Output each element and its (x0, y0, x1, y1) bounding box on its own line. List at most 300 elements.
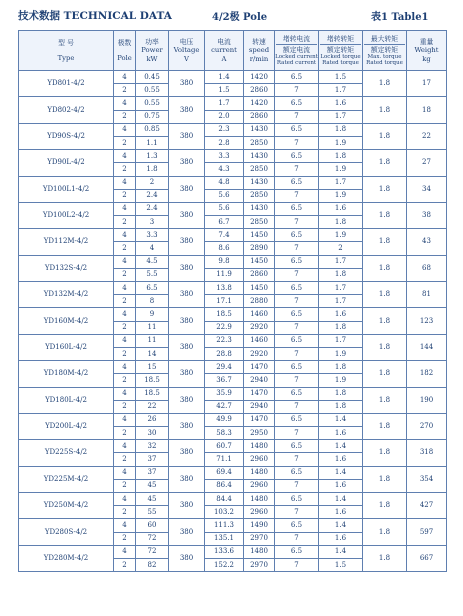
cell-power: 0.55 (136, 84, 169, 97)
cell-locked-torque: 2 (319, 242, 363, 255)
cell-pole: 2 (114, 189, 136, 202)
cell-current: 58.3 (205, 427, 244, 440)
cell-speed: 1490 (244, 519, 275, 532)
table-body (19, 71, 447, 572)
cell-locked-torque: 1.5 (319, 71, 363, 84)
cell-locked-torque: 1.8 (319, 361, 363, 374)
cell-current: 13.8 (205, 282, 244, 295)
cell-pole: 4 (114, 413, 136, 426)
cell-current: 3.3 (205, 150, 244, 163)
cell-pole: 2 (114, 479, 136, 492)
cell-locked-torque: 1.8 (319, 268, 363, 281)
cell-locked-torque: 1.8 (319, 123, 363, 136)
cell-voltage: 380 (169, 97, 205, 123)
cell-max-torque: 1.8 (363, 308, 407, 334)
cell-speed: 1460 (244, 308, 275, 321)
cell-power: 30 (136, 427, 169, 440)
cell-voltage: 380 (169, 229, 205, 255)
cell-pole: 4 (114, 150, 136, 163)
cell-voltage: 380 (169, 440, 205, 466)
cell-current: 4.3 (205, 163, 244, 176)
cell-weight: 190 (407, 387, 447, 413)
cell-speed: 2920 (244, 321, 275, 334)
cell-locked-current: 6.5 (275, 282, 319, 295)
cell-voltage: 380 (169, 466, 205, 492)
cell-locked-torque: 1.9 (319, 229, 363, 242)
cell-power: 11 (136, 334, 169, 347)
cell-locked-current: 7 (275, 453, 319, 466)
cell-locked-current: 6.5 (275, 440, 319, 453)
cell-pole: 2 (114, 295, 136, 308)
cell-power: 9 (136, 308, 169, 321)
cell-locked-torque: 1.4 (319, 493, 363, 506)
cell-speed: 1470 (244, 361, 275, 374)
cell-type: YD90L-4/2 (19, 150, 114, 176)
cell-max-torque: 1.8 (363, 361, 407, 387)
cell-current: 42.7 (205, 400, 244, 413)
cell-locked-current: 7 (275, 374, 319, 387)
cell-locked-current: 7 (275, 268, 319, 281)
cell-pole: 2 (114, 216, 136, 229)
cell-type: YD180L-4/2 (19, 387, 114, 413)
table-row (19, 519, 447, 532)
cell-weight: 597 (407, 519, 447, 545)
cell-voltage: 380 (169, 282, 205, 308)
cell-power: 3 (136, 216, 169, 229)
cell-locked-torque: 1.5 (319, 558, 363, 571)
cell-power: 82 (136, 558, 169, 571)
cell-current: 28.8 (205, 347, 244, 360)
col-header-locked-torque: 堵转转矩 额定转矩 Locked torque Rated torque (319, 31, 363, 71)
cell-speed: 1430 (244, 202, 275, 215)
cell-pole: 4 (114, 229, 136, 242)
cell-voltage: 380 (169, 202, 205, 228)
cell-speed: 2890 (244, 242, 275, 255)
cell-current: 1.5 (205, 84, 244, 97)
cell-power: 0.75 (136, 110, 169, 123)
cell-pole: 4 (114, 282, 136, 295)
cell-speed: 1450 (244, 255, 275, 268)
cell-power: 72 (136, 532, 169, 545)
cell-current: 1.7 (205, 97, 244, 110)
technical-data-table (18, 30, 447, 572)
cell-current: 60.7 (205, 440, 244, 453)
cell-current: 1.4 (205, 71, 244, 84)
table-row (19, 97, 447, 110)
cell-locked-torque: 1.6 (319, 97, 363, 110)
cell-voltage: 380 (169, 71, 205, 97)
cell-current: 2.8 (205, 136, 244, 149)
cell-type: YD160L-4/2 (19, 334, 114, 360)
cell-weight: 22 (407, 123, 447, 149)
cell-locked-torque: 1.7 (319, 110, 363, 123)
cell-max-torque: 1.8 (363, 123, 407, 149)
cell-weight: 38 (407, 202, 447, 228)
cell-pole: 2 (114, 136, 136, 149)
cell-locked-torque: 1.7 (319, 334, 363, 347)
cell-locked-current: 7 (275, 189, 319, 202)
cell-locked-torque: 1.6 (319, 506, 363, 519)
table-row (19, 334, 447, 347)
cell-pole: 4 (114, 334, 136, 347)
cell-speed: 1420 (244, 97, 275, 110)
cell-locked-torque: 1.4 (319, 519, 363, 532)
cell-power: 15 (136, 361, 169, 374)
cell-power: 1.3 (136, 150, 169, 163)
cell-max-torque: 1.8 (363, 255, 407, 281)
cell-current: 103.2 (205, 506, 244, 519)
cell-speed: 1420 (244, 71, 275, 84)
cell-weight: 68 (407, 255, 447, 281)
cell-locked-torque: 1.6 (319, 453, 363, 466)
cell-locked-current: 7 (275, 347, 319, 360)
cell-type: YD225S-4/2 (19, 440, 114, 466)
cell-type: YD801-4/2 (19, 71, 114, 97)
cell-power: 18.5 (136, 374, 169, 387)
cell-pole: 2 (114, 110, 136, 123)
cell-type: YD132M-4/2 (19, 282, 114, 308)
table-row (19, 123, 447, 136)
table-row (19, 202, 447, 215)
cell-locked-current: 7 (275, 400, 319, 413)
cell-locked-torque: 1.7 (319, 255, 363, 268)
cell-locked-current: 6.5 (275, 123, 319, 136)
cell-locked-torque: 1.9 (319, 189, 363, 202)
cell-pole: 4 (114, 123, 136, 136)
cell-locked-torque: 1.4 (319, 413, 363, 426)
cell-pole: 2 (114, 506, 136, 519)
cell-max-torque: 1.8 (363, 545, 407, 571)
cell-current: 5.6 (205, 189, 244, 202)
cell-pole: 4 (114, 308, 136, 321)
cell-pole: 4 (114, 202, 136, 215)
cell-locked-current: 6.5 (275, 334, 319, 347)
table-row (19, 150, 447, 163)
cell-current: 2.0 (205, 110, 244, 123)
cell-pole: 2 (114, 427, 136, 440)
cell-locked-torque: 1.7 (319, 295, 363, 308)
col-header-speed: 转速 speed r/min (244, 31, 275, 71)
cell-current: 133.6 (205, 545, 244, 558)
table-row (19, 493, 447, 506)
cell-max-torque: 1.8 (363, 519, 407, 545)
cell-locked-current: 6.5 (275, 466, 319, 479)
cell-locked-torque: 1.6 (319, 532, 363, 545)
cell-locked-current: 6.5 (275, 308, 319, 321)
cell-locked-current: 7 (275, 506, 319, 519)
cell-locked-current: 7 (275, 321, 319, 334)
cell-locked-torque: 1.9 (319, 136, 363, 149)
cell-power: 2 (136, 176, 169, 189)
cell-speed: 1470 (244, 413, 275, 426)
cell-weight: 270 (407, 413, 447, 439)
cell-pole: 4 (114, 387, 136, 400)
page-header (0, 0, 463, 28)
cell-type: YD160M-4/2 (19, 308, 114, 334)
cell-speed: 2860 (244, 268, 275, 281)
cell-current: 111.3 (205, 519, 244, 532)
header-title: 技术数据 TECHNICAL DATA (18, 10, 172, 22)
cell-current: 36.7 (205, 374, 244, 387)
cell-locked-current: 6.5 (275, 150, 319, 163)
cell-current: 35.9 (205, 387, 244, 400)
cell-power: 0.45 (136, 71, 169, 84)
cell-power: 60 (136, 519, 169, 532)
cell-power: 4 (136, 242, 169, 255)
cell-pole: 4 (114, 440, 136, 453)
cell-current: 49.9 (205, 413, 244, 426)
table-row (19, 282, 447, 295)
cell-locked-current: 6.5 (275, 493, 319, 506)
cell-locked-current: 7 (275, 558, 319, 571)
cell-locked-current: 6.5 (275, 229, 319, 242)
cell-pole: 4 (114, 519, 136, 532)
cell-speed: 1450 (244, 282, 275, 295)
cell-locked-torque: 1.8 (319, 150, 363, 163)
cell-speed: 2940 (244, 400, 275, 413)
table-row (19, 466, 447, 479)
cell-pole: 4 (114, 361, 136, 374)
cell-weight: 17 (407, 71, 447, 97)
cell-speed: 2860 (244, 84, 275, 97)
cell-max-torque: 1.8 (363, 334, 407, 360)
cell-weight: 354 (407, 466, 447, 492)
table-header-row (19, 31, 447, 71)
cell-power: 45 (136, 479, 169, 492)
cell-speed: 1450 (244, 229, 275, 242)
cell-type: YD225M-4/2 (19, 466, 114, 492)
cell-locked-current: 7 (275, 295, 319, 308)
cell-current: 4.8 (205, 176, 244, 189)
cell-power: 2.4 (136, 189, 169, 202)
cell-locked-current: 6.5 (275, 361, 319, 374)
cell-type: YD112M-4/2 (19, 229, 114, 255)
cell-voltage: 380 (169, 176, 205, 202)
table-row (19, 71, 447, 84)
col-header-type: 型 号 Type (19, 31, 114, 71)
cell-current: 22.3 (205, 334, 244, 347)
cell-power: 8 (136, 295, 169, 308)
cell-speed: 2970 (244, 532, 275, 545)
cell-speed: 2960 (244, 453, 275, 466)
cell-locked-current: 7 (275, 242, 319, 255)
cell-type: YD90S-4/2 (19, 123, 114, 149)
cell-speed: 2850 (244, 216, 275, 229)
cell-speed: 2940 (244, 374, 275, 387)
cell-speed: 1430 (244, 176, 275, 189)
table-row (19, 308, 447, 321)
cell-speed: 1480 (244, 440, 275, 453)
cell-pole: 4 (114, 255, 136, 268)
table-row (19, 387, 447, 400)
cell-current: 11.9 (205, 268, 244, 281)
cell-power: 5.5 (136, 268, 169, 281)
cell-voltage: 380 (169, 545, 205, 571)
header-subtitle: 4/2极 Pole (212, 12, 268, 23)
cell-power: 22 (136, 400, 169, 413)
table-row (19, 255, 447, 268)
cell-pole: 2 (114, 242, 136, 255)
cell-weight: 34 (407, 176, 447, 202)
cell-current: 152.2 (205, 558, 244, 571)
table-row (19, 545, 447, 558)
cell-type: YD280M-4/2 (19, 545, 114, 571)
cell-weight: 43 (407, 229, 447, 255)
cell-max-torque: 1.8 (363, 150, 407, 176)
cell-pole: 4 (114, 545, 136, 558)
cell-locked-current: 6.5 (275, 97, 319, 110)
cell-weight: 81 (407, 282, 447, 308)
cell-max-torque: 1.8 (363, 229, 407, 255)
table-row (19, 361, 447, 374)
cell-speed: 2860 (244, 110, 275, 123)
cell-type: YD100L2-4/2 (19, 202, 114, 228)
cell-pole: 2 (114, 84, 136, 97)
cell-current: 7.4 (205, 229, 244, 242)
cell-locked-torque: 1.4 (319, 466, 363, 479)
cell-voltage: 380 (169, 334, 205, 360)
cell-power: 11 (136, 321, 169, 334)
cell-weight: 123 (407, 308, 447, 334)
cell-max-torque: 1.8 (363, 440, 407, 466)
col-header-power: 功率 Power kW (136, 31, 169, 71)
cell-power: 3.3 (136, 229, 169, 242)
cell-power: 55 (136, 506, 169, 519)
cell-pole: 2 (114, 374, 136, 387)
cell-type: YD802-4/2 (19, 97, 114, 123)
cell-type: YD280S-4/2 (19, 519, 114, 545)
cell-speed: 1430 (244, 123, 275, 136)
cell-power: 2.4 (136, 202, 169, 215)
col-header-voltage: 电压 Voltage V (169, 31, 205, 71)
cell-speed: 1480 (244, 493, 275, 506)
cell-current: 5.6 (205, 202, 244, 215)
cell-weight: 18 (407, 97, 447, 123)
cell-type: YD132S-4/2 (19, 255, 114, 281)
table-row (19, 176, 447, 189)
cell-pole: 2 (114, 453, 136, 466)
cell-pole: 4 (114, 176, 136, 189)
cell-locked-current: 7 (275, 479, 319, 492)
cell-pole: 2 (114, 558, 136, 571)
cell-locked-torque: 1.7 (319, 84, 363, 97)
cell-pole: 2 (114, 321, 136, 334)
cell-locked-current: 6.5 (275, 176, 319, 189)
cell-current: 135.1 (205, 532, 244, 545)
cell-current: 22.9 (205, 321, 244, 334)
cell-current: 71.1 (205, 453, 244, 466)
cell-voltage: 380 (169, 308, 205, 334)
col-header-current: 电流 current A (205, 31, 244, 71)
cell-power: 72 (136, 545, 169, 558)
cell-voltage: 380 (169, 519, 205, 545)
cell-pole: 2 (114, 400, 136, 413)
cell-locked-torque: 1.8 (319, 321, 363, 334)
cell-locked-current: 7 (275, 110, 319, 123)
cell-pole: 2 (114, 347, 136, 360)
cell-pole: 2 (114, 268, 136, 281)
cell-type: YD100L1-4/2 (19, 176, 114, 202)
cell-speed: 2960 (244, 506, 275, 519)
cell-power: 6.5 (136, 282, 169, 295)
cell-locked-current: 6.5 (275, 545, 319, 558)
cell-power: 37 (136, 466, 169, 479)
cell-max-torque: 1.8 (363, 97, 407, 123)
col-header-pole: 极数 Pole (114, 31, 136, 71)
table-number: 表1 Table1 (371, 12, 429, 23)
cell-power: 0.55 (136, 97, 169, 110)
cell-voltage: 380 (169, 255, 205, 281)
cell-pole: 4 (114, 97, 136, 110)
cell-pole: 2 (114, 532, 136, 545)
cell-weight: 427 (407, 493, 447, 519)
cell-current: 2.3 (205, 123, 244, 136)
cell-max-torque: 1.8 (363, 466, 407, 492)
table-row (19, 229, 447, 242)
cell-power: 26 (136, 413, 169, 426)
cell-locked-torque: 1.8 (319, 387, 363, 400)
cell-locked-torque: 1.4 (319, 440, 363, 453)
cell-speed: 2850 (244, 136, 275, 149)
cell-max-torque: 1.8 (363, 202, 407, 228)
cell-locked-torque: 1.8 (319, 400, 363, 413)
cell-current: 6.7 (205, 216, 244, 229)
cell-pole: 4 (114, 466, 136, 479)
cell-type: YD200L-4/2 (19, 413, 114, 439)
cell-speed: 1480 (244, 545, 275, 558)
cell-locked-torque: 1.8 (319, 216, 363, 229)
cell-current: 86.4 (205, 479, 244, 492)
cell-max-torque: 1.8 (363, 493, 407, 519)
cell-max-torque: 1.8 (363, 176, 407, 202)
cell-voltage: 380 (169, 387, 205, 413)
cell-locked-current: 6.5 (275, 519, 319, 532)
cell-speed: 2850 (244, 163, 275, 176)
cell-max-torque: 1.8 (363, 282, 407, 308)
cell-speed: 2960 (244, 479, 275, 492)
cell-locked-current: 7 (275, 136, 319, 149)
cell-power: 4.5 (136, 255, 169, 268)
cell-locked-current: 7 (275, 163, 319, 176)
cell-speed: 1460 (244, 334, 275, 347)
cell-locked-current: 7 (275, 216, 319, 229)
cell-locked-torque: 1.6 (319, 479, 363, 492)
cell-power: 32 (136, 440, 169, 453)
cell-max-torque: 1.8 (363, 413, 407, 439)
cell-power: 45 (136, 493, 169, 506)
cell-locked-torque: 1.9 (319, 163, 363, 176)
cell-current: 69.4 (205, 466, 244, 479)
cell-locked-current: 7 (275, 532, 319, 545)
cell-type: YD250M-4/2 (19, 493, 114, 519)
cell-pole: 4 (114, 71, 136, 84)
cell-locked-current: 6.5 (275, 202, 319, 215)
cell-current: 9.8 (205, 255, 244, 268)
col-header-locked-current: 堵转电流 额定电流 Locked current Rated current (275, 31, 319, 71)
cell-speed: 1430 (244, 150, 275, 163)
cell-pole: 4 (114, 493, 136, 506)
cell-weight: 182 (407, 361, 447, 387)
cell-locked-torque: 1.6 (319, 202, 363, 215)
cell-speed: 1480 (244, 466, 275, 479)
cell-voltage: 380 (169, 361, 205, 387)
cell-speed: 2950 (244, 427, 275, 440)
cell-current: 17.1 (205, 295, 244, 308)
cell-max-torque: 1.8 (363, 387, 407, 413)
cell-power: 1.1 (136, 136, 169, 149)
cell-locked-current: 7 (275, 427, 319, 440)
cell-voltage: 380 (169, 413, 205, 439)
